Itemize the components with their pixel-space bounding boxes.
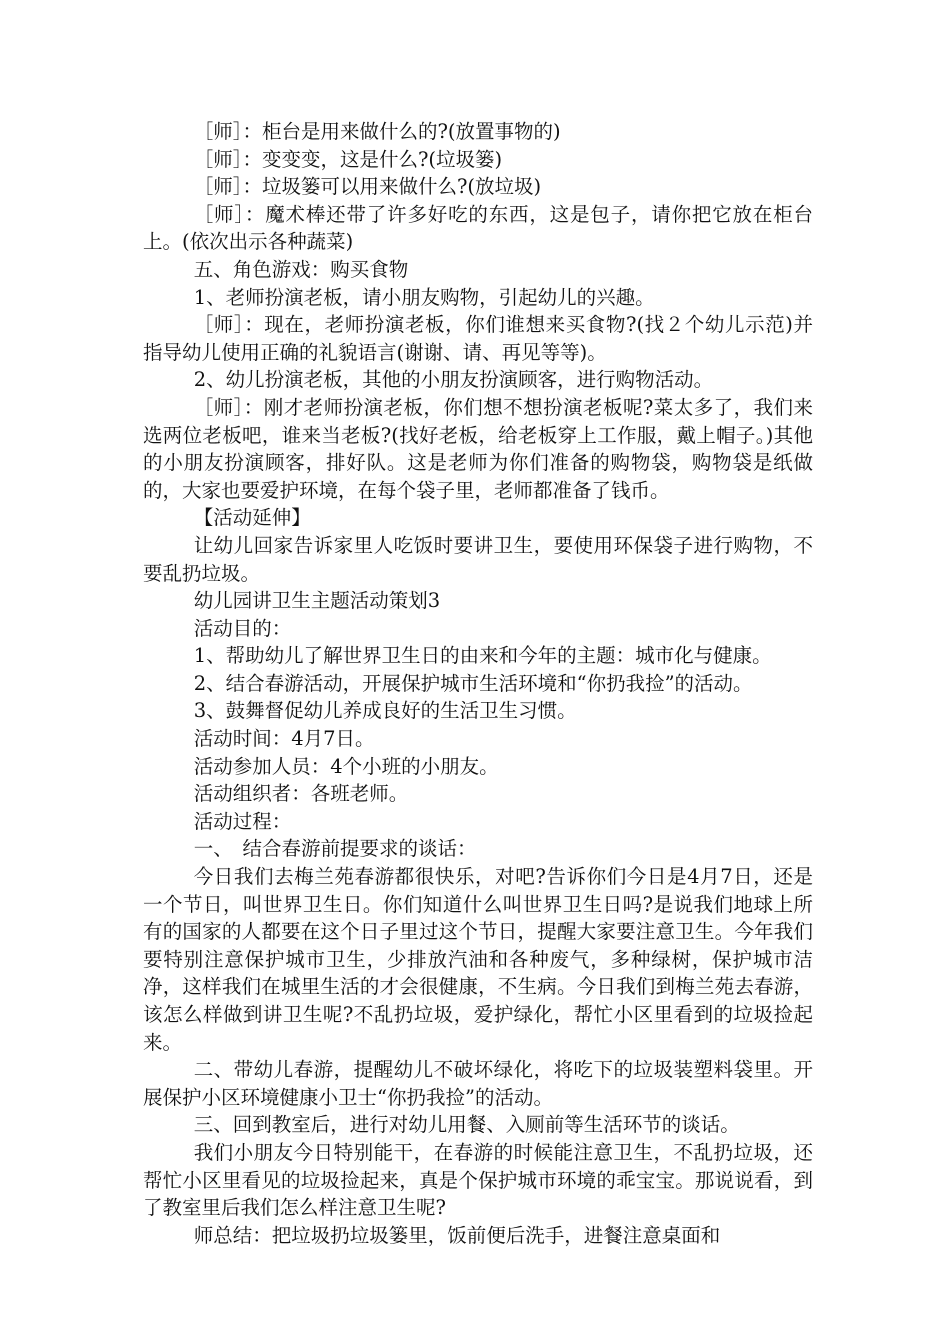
section-heading: 活动过程： bbox=[193, 809, 292, 833]
document-body bbox=[143, 118, 813, 1249]
list-item: 2、结合春游活动，开展保护城市生活环境和“你扔我捡”的活动。 bbox=[193, 671, 753, 695]
paragraph: ［师］：现在，老师扮演老板，你们谁想来买食物?(找２个幼儿示范)并指导幼儿使用正确的礼貌语言(谢谢、请、再见等等)。 bbox=[143, 313, 813, 364]
section-heading: 一、 结合春游前提要求的谈话： bbox=[193, 837, 477, 861]
paragraph: 活动参加人员：4个小班的小朋友。 bbox=[193, 754, 499, 778]
paragraph: ［师］：刚才老师扮演老板，你们想不想扮演老板呢?菜太多了，我们来选两位老板吧，谁来当老板?(找好老板，给老板穿上工作服，戴上帽子。)其他的小朋友扮演顾客，排好队。这是老师为你们准备的购物袋，购物袋是纸做的，大家也要爱护环境，在每个袋子里，老师都准备了钱币。 bbox=[143, 395, 813, 502]
paragraph: ［师］：柜台是用来做什么的?(放置事物的) bbox=[193, 120, 561, 143]
paragraph: 三、回到教室后，进行对幼儿用餐、入厕前等生活环节的谈话。 bbox=[193, 1113, 740, 1137]
paragraph: 活动组织者：各班老师。 bbox=[193, 782, 409, 806]
paragraph: 让幼儿回家告诉家里人吃饭时要讲卫生，要使用环保袋子进行购物，不要乱扔垃圾。 bbox=[143, 533, 813, 585]
list-item: 1、帮助幼儿了解世界卫生日的由来和今年的主题：城市化与健康。 bbox=[193, 644, 772, 668]
paragraph: ［师］：变变变，这是什么?(垃圾篓) bbox=[193, 147, 503, 171]
list-item: 3、鼓舞督促幼儿养成良好的生活卫生习惯。 bbox=[193, 699, 577, 723]
paragraph: 今日我们去梅兰苑春游都很快乐，对吧?告诉你们今日是4月7日，还是一个节日，叫世界卫生日。你们知道什么叫世界卫生日吗?是说我们地球上所有的国家的人都要在这个日子里过这个节日，提醒大家要注意卫生。今年我们要特别注意保护城市卫生，少排放汽油和各种废气，多种绿树，保护城市洁净，这样我们在城里生活的才会很健康，不生病。今日我们到梅兰苑去春游，该怎么样做到讲卫生呢?不乱扔垃圾，爱护绿化，帮忙小区里看到的垃圾捡起来。 bbox=[143, 865, 813, 1054]
paragraph: 我们小朋友今日特别能干，在春游的时候能注意卫生，不乱扔垃圾，还帮忙小区里看见的垃圾捡起来，真是个保护城市环境的乖宝宝。那说说看，到了教室里后我们怎么样注意卫生呢? bbox=[143, 1140, 813, 1220]
paragraph: 2、幼儿扮演老板，其他的小朋友扮演顾客，进行购物活动。 bbox=[193, 368, 714, 392]
paragraph: ［师］：魔术棒还带了许多好吃的东西，这是包子，请你把它放在柜台上。(依次出示各种蔬菜) bbox=[143, 202, 813, 254]
section-heading: 活动目的： bbox=[193, 616, 292, 640]
paragraph: ［师］：垃圾篓可以用来做什么?(放垃圾) bbox=[193, 175, 542, 199]
paragraph: 师总结：把垃圾扔垃圾篓里，饭前便后洗手，进餐注意桌面和 bbox=[193, 1223, 721, 1247]
paragraph: 活动时间：4月7日。 bbox=[193, 727, 375, 751]
paragraph: 二、带幼儿春游，提醒幼儿不破坏绿化，将吃下的垃圾装塑料袋里。开展保护小区环境健康小卫士“你扔我捡”的活动。 bbox=[143, 1058, 813, 1109]
section-title: 幼儿园讲卫生主题活动策划3 bbox=[193, 589, 441, 613]
section-heading: 【活动延伸】 bbox=[193, 506, 311, 530]
section-heading: 五、角色游戏：购买食物 bbox=[193, 257, 409, 281]
paragraph: 1、老师扮演老板，请小朋友购物，引起幼儿的兴趣。 bbox=[193, 285, 655, 309]
